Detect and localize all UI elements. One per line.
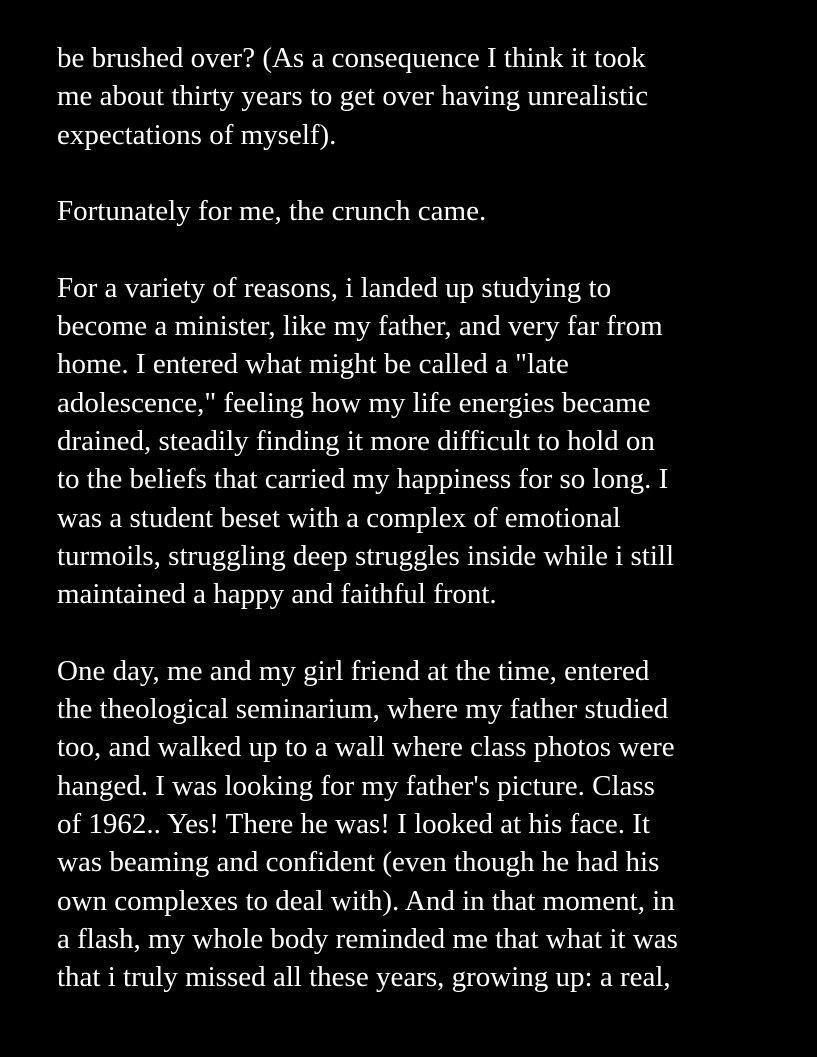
paragraph-studying-minister: For a variety of reasons, i landed up studying to become a minister, like my father, and very far from home. I entered what might be called a "late adolescence," feeling how my life energies became drained, steadily finding it more difficult to hold on to the beliefs that carried my happiness for so long. I was a student beset with a complex of emotional turmoils, struggling deep struggles inside while i still maintained a happy and faithful front.: [57, 271, 675, 611]
paragraph-seminarium-visit: One day, me and my girl friend at the time, entered the theological seminarium, where my father studied too, and walked up to a wall where class photos were hanged. I was looking for my father's picture. Class of 1962.. Yes! There he was! I looked at his face. It was beaming and confident (even though he had his own complexes to deal with). And in that moment, in a flash, my whole body reminded me that what it was that i truly missed all these years, growing up: a real,: [57, 654, 678, 994]
paragraph-brushed-over: be brushed over? (As a consequence I think it took me about thirty years to get over having unrealistic expectations of myself).: [57, 42, 649, 151]
paragraph-crunch-came: Fortunately for me, the crunch came.: [57, 195, 487, 228]
body-text: [57, 39, 797, 996]
